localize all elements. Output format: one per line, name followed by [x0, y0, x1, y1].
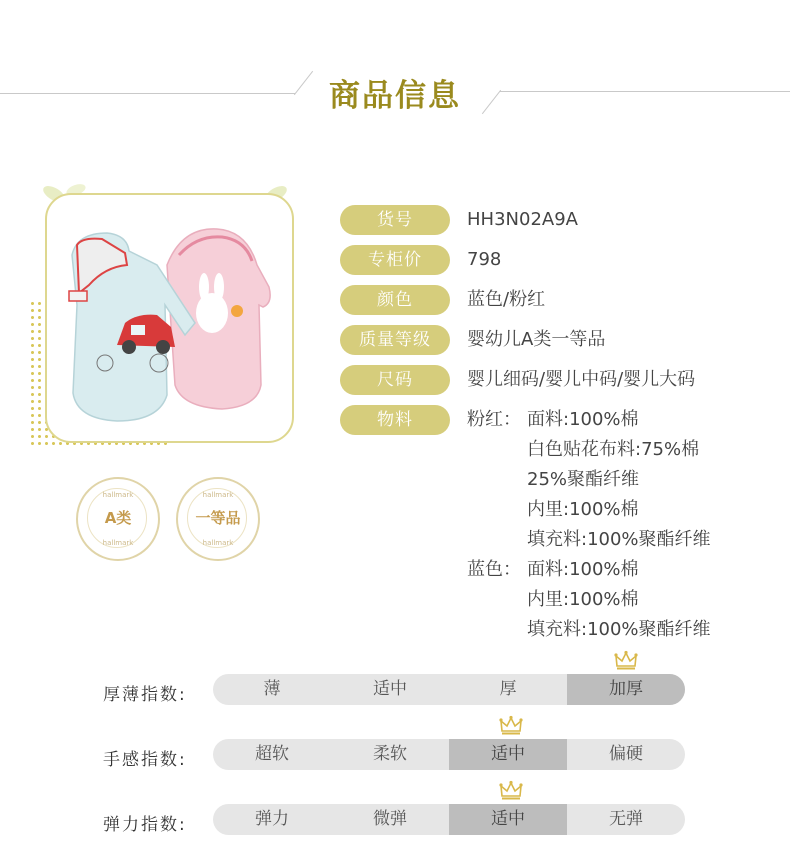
material-pink-name: 粉红：	[467, 409, 521, 430]
page-title: 商品信息	[329, 78, 461, 114]
crown-icon	[499, 715, 523, 737]
thickness-option: 厚	[499, 679, 517, 699]
badge-text: 一等品	[195, 509, 241, 527]
material-line: 填充料:100%聚酯纤维	[527, 529, 711, 550]
badge-caption: hallmark	[102, 491, 134, 499]
thickness-index-bar	[213, 674, 685, 705]
badge-text: A类	[104, 509, 132, 527]
thickness-index-label: 厚薄指数:	[103, 685, 187, 705]
material-blue-name: 蓝色：	[467, 559, 521, 580]
label-color: 颜色	[340, 285, 450, 315]
material-line: 面料:100%棉	[527, 409, 639, 430]
value-price: 798	[467, 249, 502, 270]
softness-option: 适中	[449, 739, 567, 770]
material-line: 填充料:100%聚酯纤维	[527, 619, 711, 640]
material-line: 25%聚酯纤维	[527, 469, 640, 490]
badge-first-grade	[176, 477, 260, 561]
material-line: 内里:100%棉	[527, 499, 639, 520]
label-item-number: 货号	[340, 205, 450, 235]
badge-caption: hallmark	[202, 539, 234, 547]
elasticity-index-label: 弹力指数:	[103, 815, 187, 835]
material-line: 白色贴花布料:75%棉	[527, 439, 700, 460]
label-quality-grade: 质量等级	[340, 325, 450, 355]
label-material: 物料	[340, 405, 450, 435]
elasticity-option: 微弹	[373, 809, 407, 829]
thickness-option: 薄	[263, 679, 281, 699]
softness-option: 超软	[255, 744, 289, 764]
value-item-number: HH3N02A9A	[467, 209, 578, 230]
softness-index-label: 手感指数:	[103, 750, 187, 770]
softness-index-bar	[213, 739, 685, 770]
value-color: 蓝色/粉红	[467, 289, 546, 310]
badge-a-class	[76, 477, 160, 561]
elasticity-index-bar	[213, 804, 685, 835]
product-image-frame	[45, 193, 294, 443]
badge-caption: hallmark	[102, 539, 134, 547]
crown-icon	[499, 780, 523, 802]
value-quality-grade: 婴幼儿A类一等品	[467, 329, 606, 350]
material-line: 面料:100%棉	[527, 559, 639, 580]
elasticity-option: 弹力	[255, 809, 289, 829]
elasticity-option: 适中	[449, 804, 567, 835]
label-size: 尺码	[340, 365, 450, 395]
badge-caption: hallmark	[202, 491, 234, 499]
label-price: 专柜价	[340, 245, 450, 275]
thickness-option: 加厚	[567, 674, 685, 705]
value-size: 婴儿细码/婴儿中码/婴儿大码	[467, 369, 696, 390]
material-line: 内里:100%棉	[527, 589, 639, 610]
softness-option: 偏硬	[609, 744, 643, 764]
baby-sleeping-bag-image	[47, 195, 292, 441]
elasticity-option: 无弹	[609, 809, 643, 829]
crown-icon	[614, 650, 638, 672]
thickness-option: 适中	[373, 679, 407, 699]
softness-option: 柔软	[373, 744, 407, 764]
